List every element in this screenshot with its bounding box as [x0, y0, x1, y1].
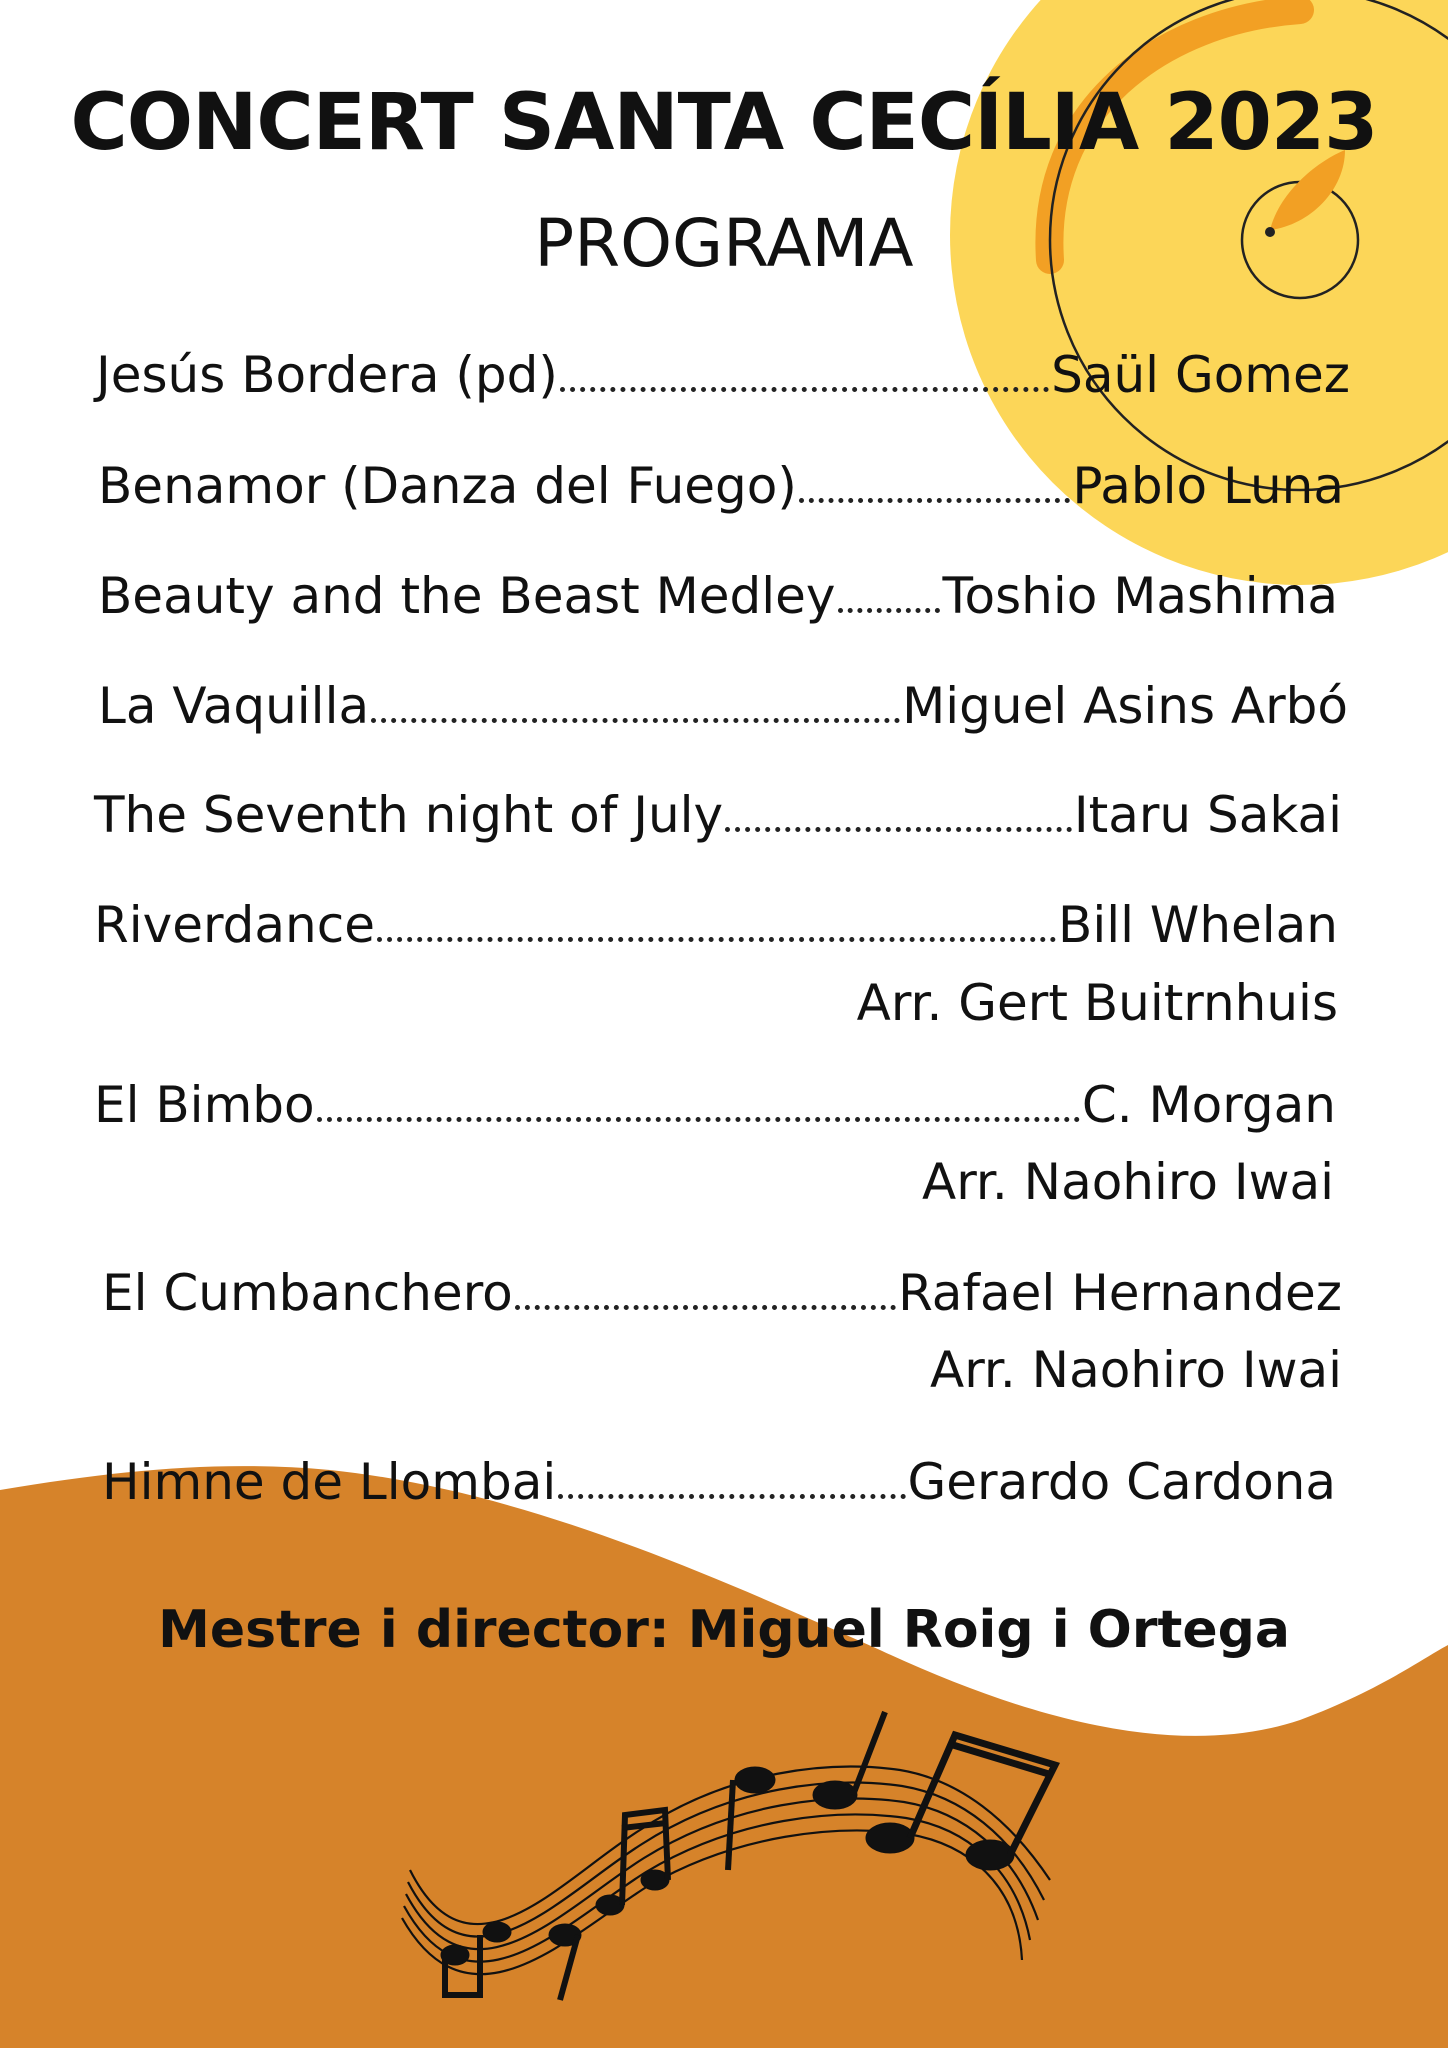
- program-item: [94, 895, 1338, 955]
- program-item: [98, 456, 1344, 516]
- composer-name: Rafael Hernandez: [898, 1264, 1342, 1322]
- piece-title: La Vaquilla: [98, 677, 370, 735]
- dot-leader: [371, 717, 900, 723]
- dot-leader: [560, 386, 1049, 392]
- dot-leader: [725, 826, 1072, 832]
- dot-leader: [377, 936, 1056, 942]
- program-item: [98, 676, 1348, 736]
- composer-name: Toshio Mashima: [942, 567, 1338, 625]
- composer-name: Itaru Sakai: [1073, 786, 1342, 844]
- piece-title: The Seventh night of July: [94, 786, 724, 844]
- composer-name: Gerardo Cardona: [907, 1453, 1336, 1511]
- composer-name: Pablo Luna: [1072, 457, 1344, 515]
- program-item: [98, 566, 1338, 626]
- dot-leader: [515, 1304, 896, 1310]
- piece-title: Riverdance: [94, 896, 375, 954]
- composer-name: Miguel Asins Arbó: [902, 677, 1348, 735]
- piece-title: Beauty and the Beast Medley: [98, 567, 836, 625]
- piece-title: Benamor (Danza del Fuego): [98, 457, 797, 515]
- program-item: [102, 1452, 1336, 1512]
- arranger-name: Arr. Gert Buitrnhuis: [856, 974, 1338, 1032]
- page-title: CONCERT SANTA CECÍLIA 2023: [70, 78, 1378, 168]
- dot-leader: [558, 1493, 905, 1499]
- piece-title: Himne de Llombai: [102, 1453, 557, 1511]
- piece-title: El Cumbanchero: [102, 1264, 513, 1322]
- dot-leader: [799, 497, 1070, 503]
- program-item: [94, 1075, 1336, 1135]
- arranger-name: Arr. Naohiro Iwai: [922, 1153, 1334, 1211]
- arranger-name: Arr. Naohiro Iwai: [930, 1341, 1342, 1399]
- program-item: [102, 1263, 1342, 1323]
- piece-title: El Bimbo: [94, 1076, 315, 1134]
- program-item: [94, 785, 1342, 845]
- composer-name: Saül Gomez: [1051, 346, 1350, 404]
- director-credit: Mestre i director: Miguel Roig i Ortega: [158, 1600, 1290, 1660]
- orange-wave: [0, 1466, 1448, 2048]
- composer-name: C. Morgan: [1081, 1076, 1336, 1134]
- dot-leader: [317, 1116, 1080, 1122]
- composer-name: Bill Whelan: [1058, 896, 1338, 954]
- program-item: [96, 345, 1350, 405]
- page-subtitle: PROGRAMA: [534, 205, 914, 282]
- piece-title: Jesús Bordera (pd): [96, 346, 558, 404]
- dot-leader: [838, 607, 941, 613]
